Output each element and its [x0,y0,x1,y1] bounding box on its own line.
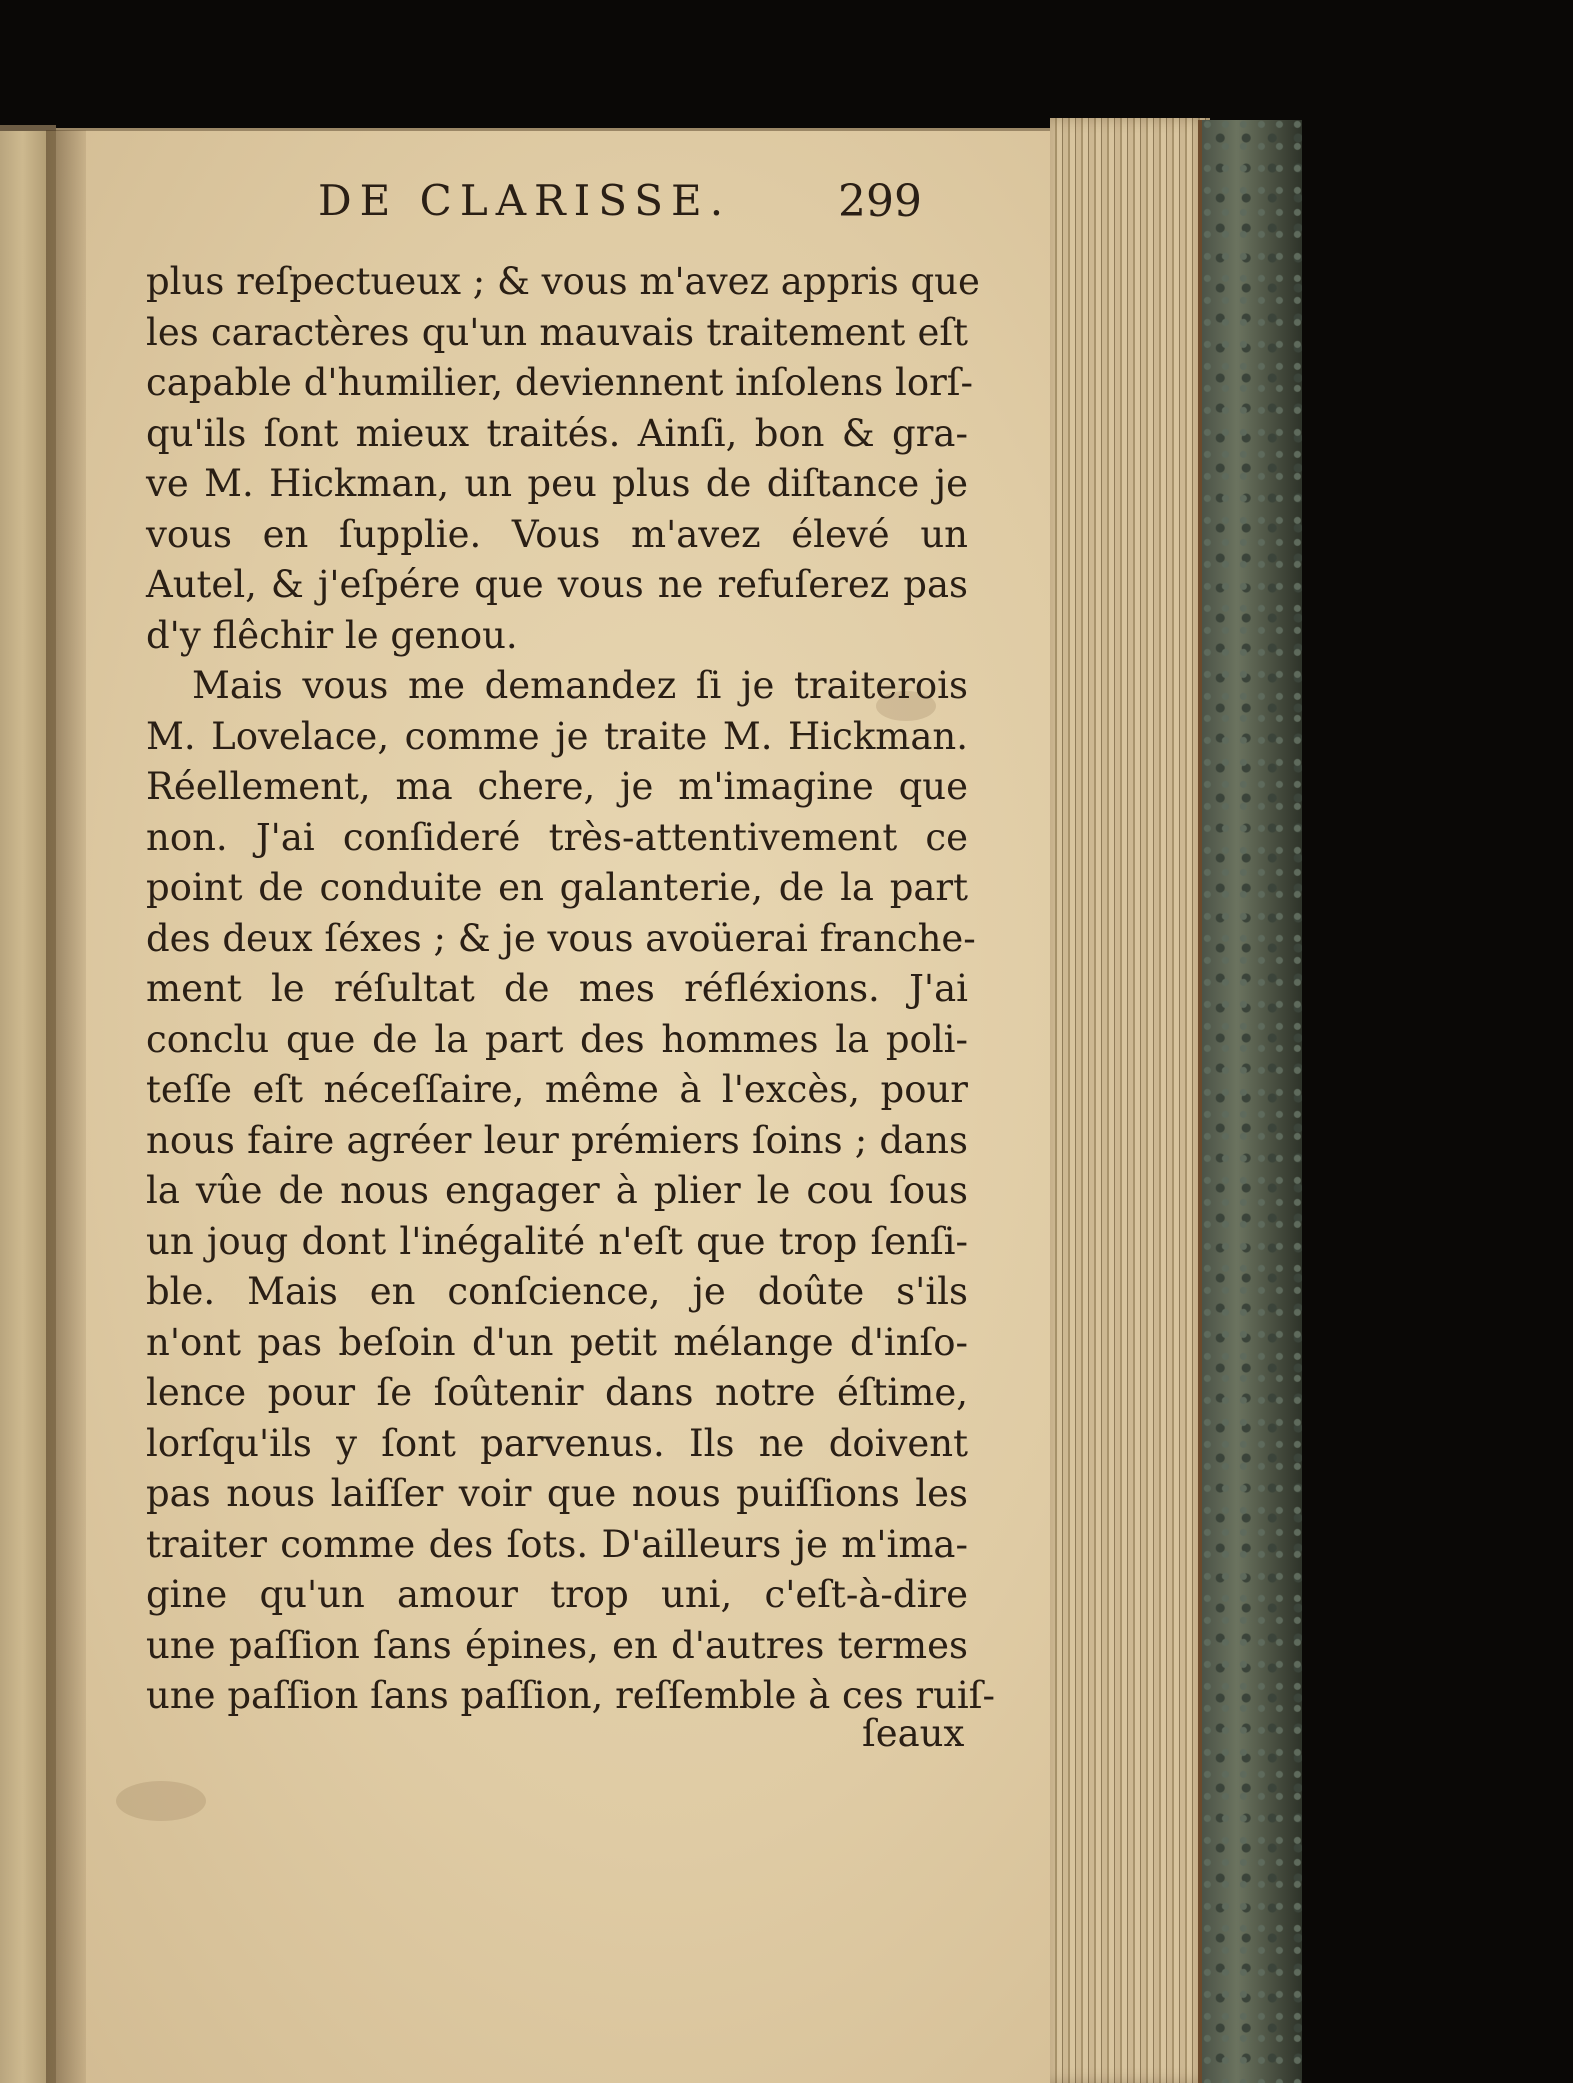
text-line: une paſſion ſans épines, en d'autres termes [146,1623,968,1667]
catchword: ſeaux [862,1712,965,1755]
text-line: qu'ils ſont mieux traités. Ainſi, bon & gra- [146,411,968,455]
fore-edge [1050,118,1210,2083]
text-line: point de conduite en galanterie, de la part [146,866,968,909]
paper-stain [116,1781,206,1821]
running-head: DE CLARISSE. [318,176,732,225]
text-line: d'y flêchir le genou. [146,613,518,657]
text-line: ble. Mais en conſcience, je doûte s'ils [146,1270,968,1313]
page-header [0,176,1573,246]
text-line: nous faire agréer leur prémiers ſoins ; dans [146,1118,968,1162]
text-line: Réellement, ma chere, je m'imagine que [146,765,968,808]
text-line: des deux ſéxes ; & je vous avoüerai franche- [146,916,976,960]
text-line: non. J'ai conſideré très-attentivement ce [146,815,968,859]
text-line: un joug dont l'inégalité n'eſt que trop ſenſi- [146,1219,968,1263]
text-line: teſſe eſt néceſſaire, même à l'excès, pour [146,1068,968,1111]
text-line: une paſſion ſans paſſion, reſſemble à ces ruiſ- [146,1674,995,1717]
marbled-cover [1198,120,1302,2083]
text-line: M. Lovelace, comme je traite M. Hickman. [146,714,968,758]
text-line: conclu que de la part des hommes la poli- [146,1017,968,1061]
text-line: pas nous laiſſer voir que nous puiſſions les [146,1472,968,1515]
text-line: traiter comme des ſots. D'ailleurs je m'ima- [146,1522,968,1566]
text-line: les caractères qu'un mauvais traitement eſt [146,310,968,354]
text-line: ment le réſultat de mes réfléxions. J'ai [146,967,968,1010]
text-line: lorſqu'ils y ſont parvenus. Ils ne doivent [146,1421,968,1465]
text-line: Autel, & j'eſpére que vous ne refuſerez pas [146,563,968,606]
gutter-shadow [46,130,86,2083]
page-number: 299 [838,176,922,227]
text-line: ve M. Hickman, un peu plus de diſtance je [146,462,968,505]
text-line: vous en ſupplie. Vous m'avez élevé un [146,512,968,556]
text-line: lence pour ſe ſoûtenir dans notre éſtime, [146,1371,968,1414]
text-line: gine qu'un amour trop uni, c'eſt-à-dire [146,1573,968,1616]
text-line: capable d'humilier, deviennent inſolens lorſ- [146,361,974,404]
body-text [146,257,995,1722]
text-line: plus reſpectueux ; & vous m'avez appris que [146,260,980,303]
text-line: la vûe de nous engager à plier le cou ſous [146,1169,968,1212]
text-line: n'ont pas beſoin d'un petit mélange d'inſo- [146,1320,968,1364]
text-line: Mais vous me demandez ſi je traiterois [192,664,968,707]
